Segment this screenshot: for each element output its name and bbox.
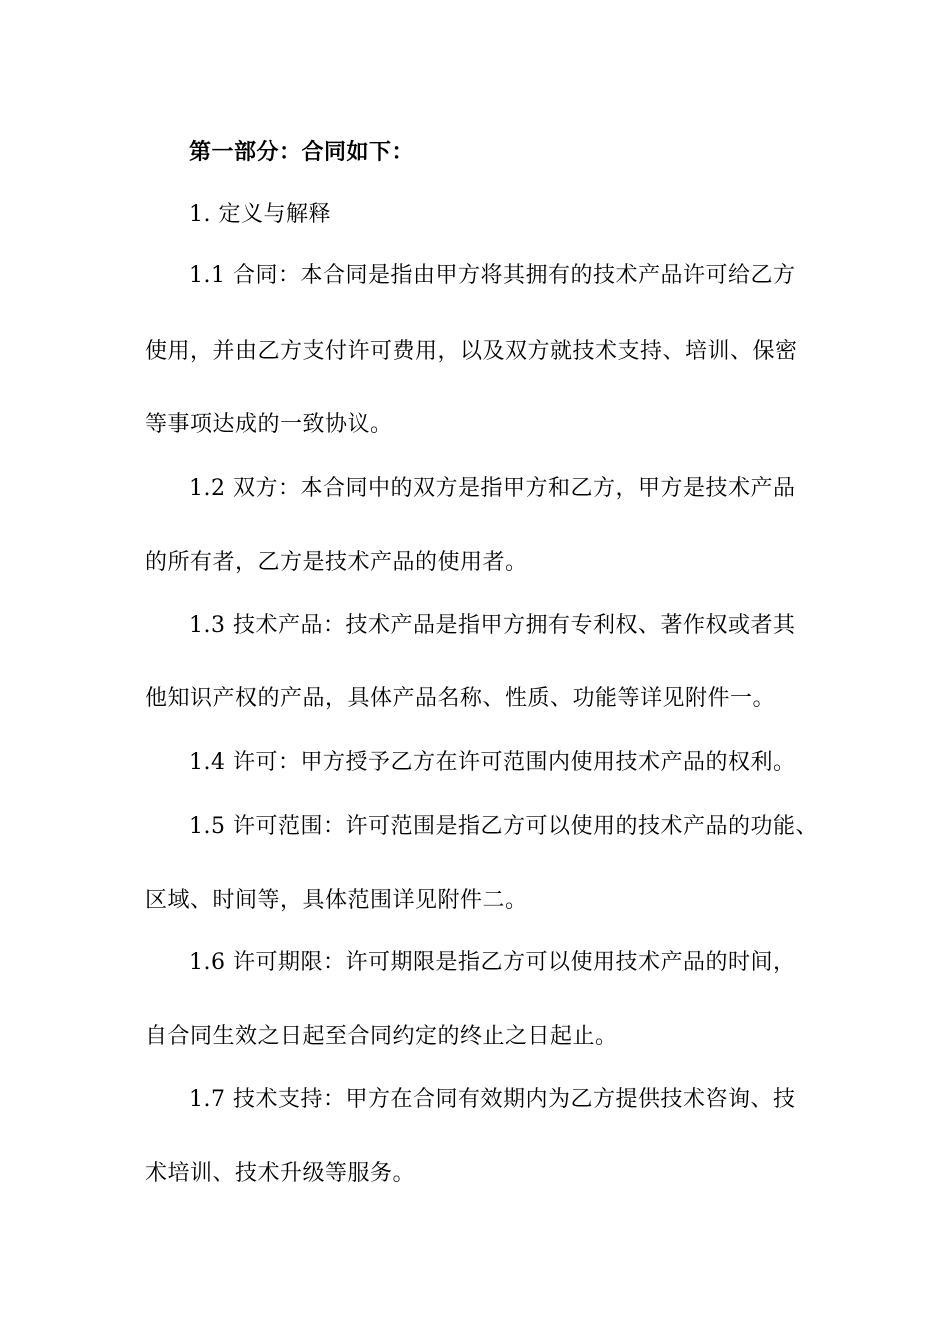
clause-line: 自合同生效之日起至合同约定的终止之日起止。 (145, 1024, 618, 1049)
clause-line: 术培训、技术升级等服务。 (145, 1161, 416, 1186)
clause-line: 区域、时间等，具体范围详见附件二。 (145, 888, 528, 913)
clause-line: 1.5 许可范围：许可范围是指乙方可以使用的技术产品的功能、 (189, 814, 818, 839)
clause-line: 他知识产权的产品，具体产品名称、性质、功能等详见附件一。 (145, 686, 776, 711)
clause-line: 1.1 合同：本合同是指由甲方将其拥有的技术产品许可给乙方 (189, 263, 796, 288)
clause-line: 使用，并由乙方支付许可费用，以及双方就技术支持、培训、保密 (145, 339, 798, 364)
clause-line: 1.3 技术产品：技术产品是指甲方拥有专利权、著作权或者其 (189, 613, 796, 638)
clause-line: 的所有者，乙方是技术产品的使用者。 (145, 550, 528, 575)
clause-line: 1.6 许可期限：许可期限是指乙方可以使用技术产品的时间， (189, 950, 796, 975)
section-title: 1. 定义与解释 (189, 202, 331, 227)
part-heading: 第一部分：合同如下： (189, 140, 415, 165)
clause-line: 等事项达成的一致协议。 (145, 412, 393, 437)
clause-line: 1.4 许可：甲方授予乙方在许可范围内使用技术产品的权利。 (189, 750, 796, 775)
clause-line: 1.7 技术支持：甲方在合同有效期内为乙方提供技术咨询、技 (189, 1087, 796, 1112)
clause-line: 1.2 双方：本合同中的双方是指甲方和乙方，甲方是技术产品 (189, 476, 796, 501)
